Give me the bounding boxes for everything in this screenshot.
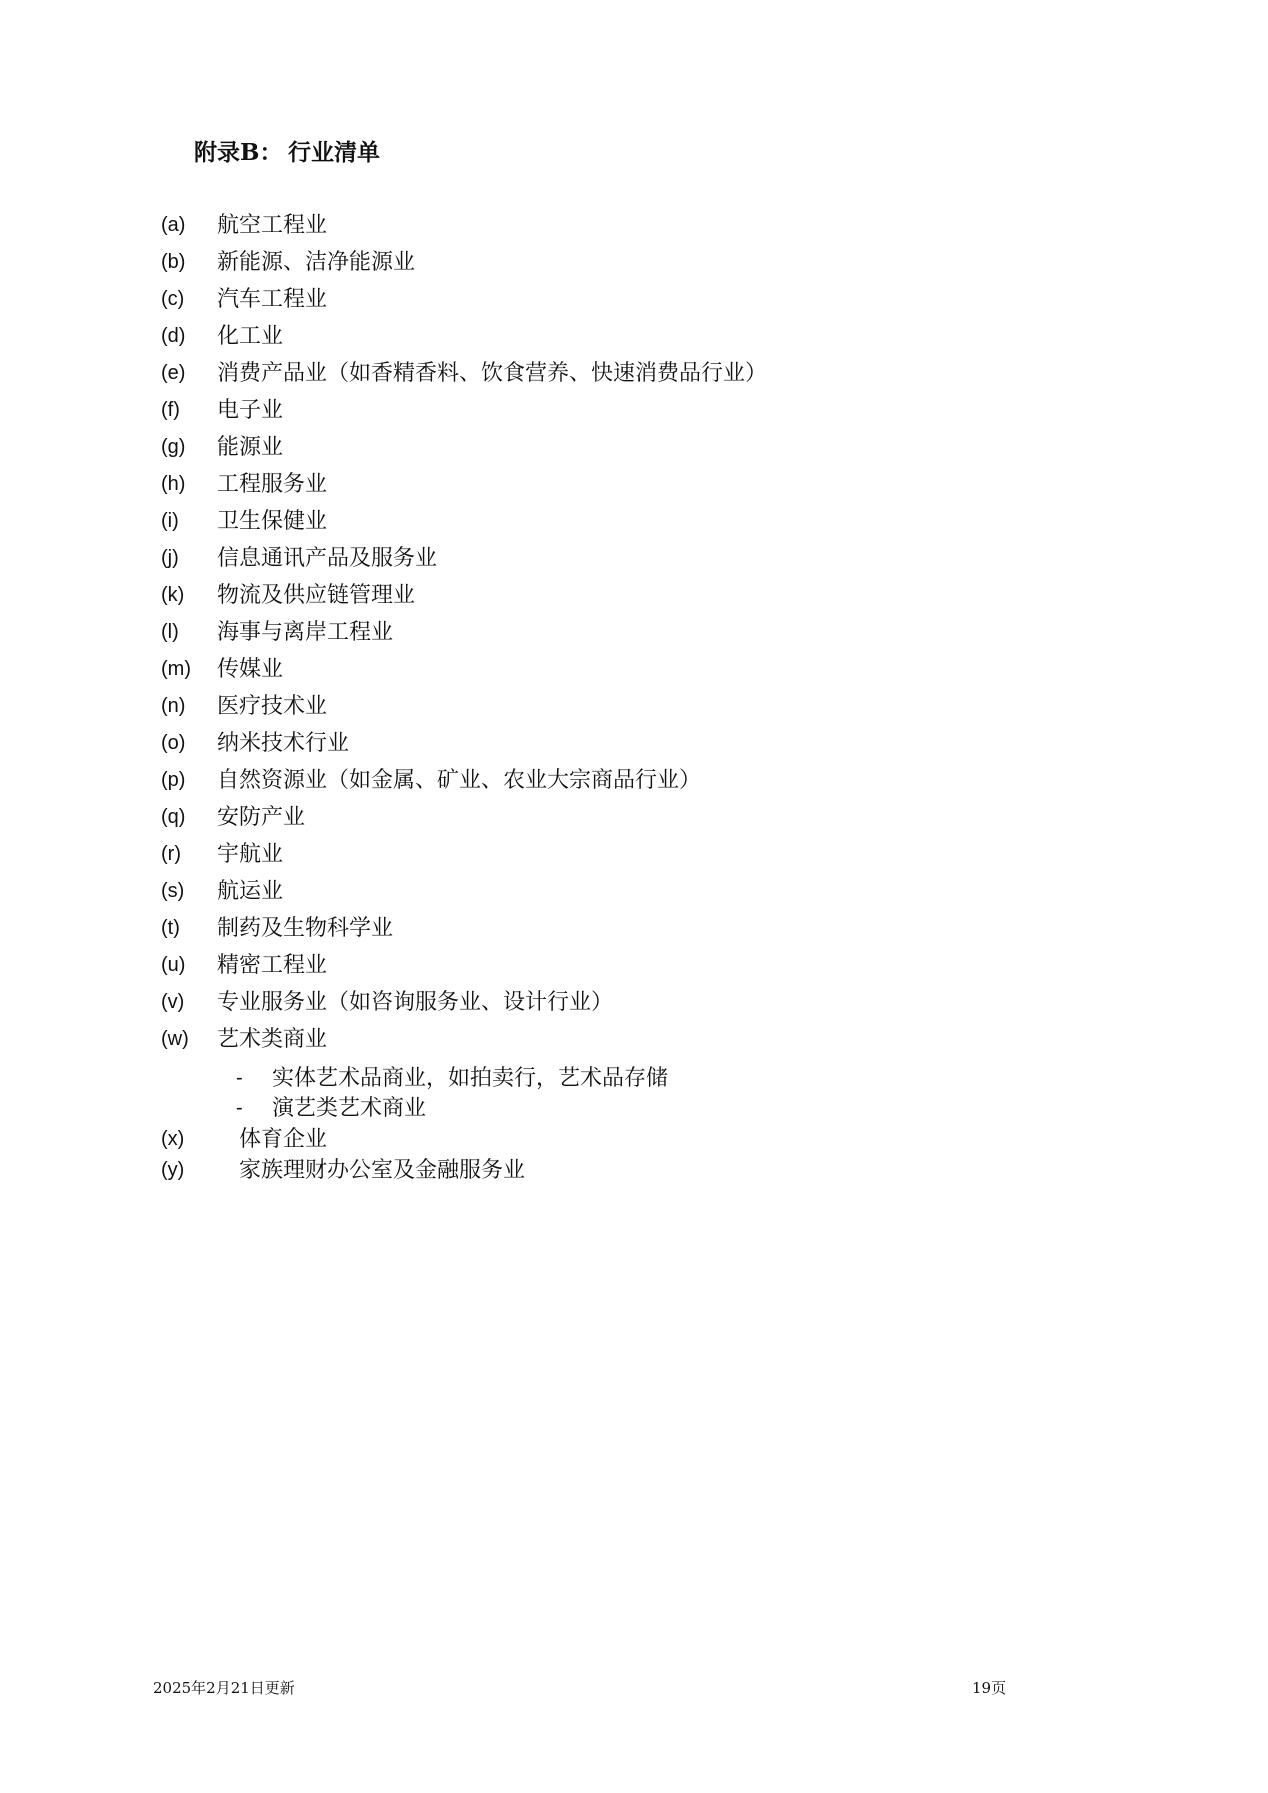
list-item-text: 新能源、洁净能源业 — [217, 250, 416, 275]
list-item-text: 自然资源业（如金属、矿业、农业大宗商品行业） — [217, 768, 702, 793]
list-item-text: 宇航业 — [217, 842, 284, 867]
list-item-text: 能源业 — [217, 435, 284, 460]
list-item-label: (l) — [161, 621, 179, 643]
list-item-text: 化工业 — [217, 324, 284, 349]
list-item-label: (c) — [161, 288, 185, 310]
list-item-label: (j) — [161, 547, 179, 569]
list-item-text: 航空工程业 — [217, 213, 328, 238]
list-item-text: 体育企业 — [239, 1127, 328, 1152]
list-item-label: (g) — [161, 436, 186, 458]
list-item-label: (y) — [161, 1159, 185, 1181]
list-item-label: (k) — [161, 584, 185, 606]
list-item-text: 医疗技术业 — [217, 694, 328, 719]
page-title: 行业清单 — [288, 139, 380, 166]
list-item-text: 专业服务业（如咨询服务业、设计行业） — [217, 990, 614, 1015]
list-item-label: (h) — [161, 473, 186, 495]
list-item-text: 工程服务业 — [217, 472, 328, 497]
list-item-label: (w) — [161, 1028, 189, 1050]
footer-updated-date: 2025年2月21日更新 — [153, 1679, 295, 1697]
list-item-text: 家族理财办公室及金融服务业 — [239, 1158, 526, 1183]
list-item-text: 纳米技术行业 — [217, 731, 350, 756]
list-item-text: 安防产业 — [217, 805, 306, 830]
list-item-label: (t) — [161, 917, 180, 939]
list-item-label: (n) — [161, 695, 186, 717]
list-item-text: 实体艺术品商业，如拍卖行，艺术品存储 — [272, 1066, 669, 1091]
list-item-label: (f) — [161, 399, 180, 421]
list-item-text: 海事与离岸工程业 — [217, 620, 394, 645]
list-item-text: 卫生保健业 — [217, 509, 328, 534]
list-item-label: (a) — [161, 214, 186, 236]
list-item-label: (v) — [161, 991, 185, 1013]
list-item-text: 传媒业 — [217, 657, 284, 682]
list-item-text: 消费产品业（如香精香料、饮食营养、快速消费品行业） — [217, 361, 768, 386]
list-item-label: (x) — [161, 1128, 185, 1150]
list-item-label: (b) — [161, 251, 186, 273]
list-item-label: (m) — [161, 658, 191, 680]
list-item-label: (e) — [161, 362, 186, 384]
list-item-label: (s) — [161, 880, 185, 902]
list-item-text: 精密工程业 — [217, 953, 328, 978]
list-item-label: (i) — [161, 510, 179, 532]
list-item-text: 制药及生物科学业 — [217, 916, 394, 941]
list-item-text: 航运业 — [217, 879, 284, 904]
list-item-text: 物流及供应链管理业 — [217, 583, 416, 608]
list-item-text: 汽车工程业 — [217, 287, 328, 312]
list-item-label: (r) — [161, 843, 181, 865]
list-item-text: 艺术类商业 — [217, 1027, 328, 1052]
list-item-label: (o) — [161, 732, 186, 754]
list-item-label: (p) — [161, 769, 186, 791]
appendix-label: 附录B： — [194, 139, 283, 166]
list-item-label: (d) — [161, 325, 186, 347]
list-item-label: (q) — [161, 806, 186, 828]
footer-page-number: 19页 — [972, 1679, 1007, 1697]
list-item-text: 电子业 — [217, 398, 284, 423]
list-item-label: (u) — [161, 954, 186, 976]
list-item-text: 演艺类艺术商业 — [272, 1096, 427, 1121]
list-item-text: 信息通讯产品及服务业 — [217, 546, 438, 571]
list-item-bullet: - — [236, 1097, 243, 1119]
list-item-bullet: - — [236, 1067, 243, 1089]
